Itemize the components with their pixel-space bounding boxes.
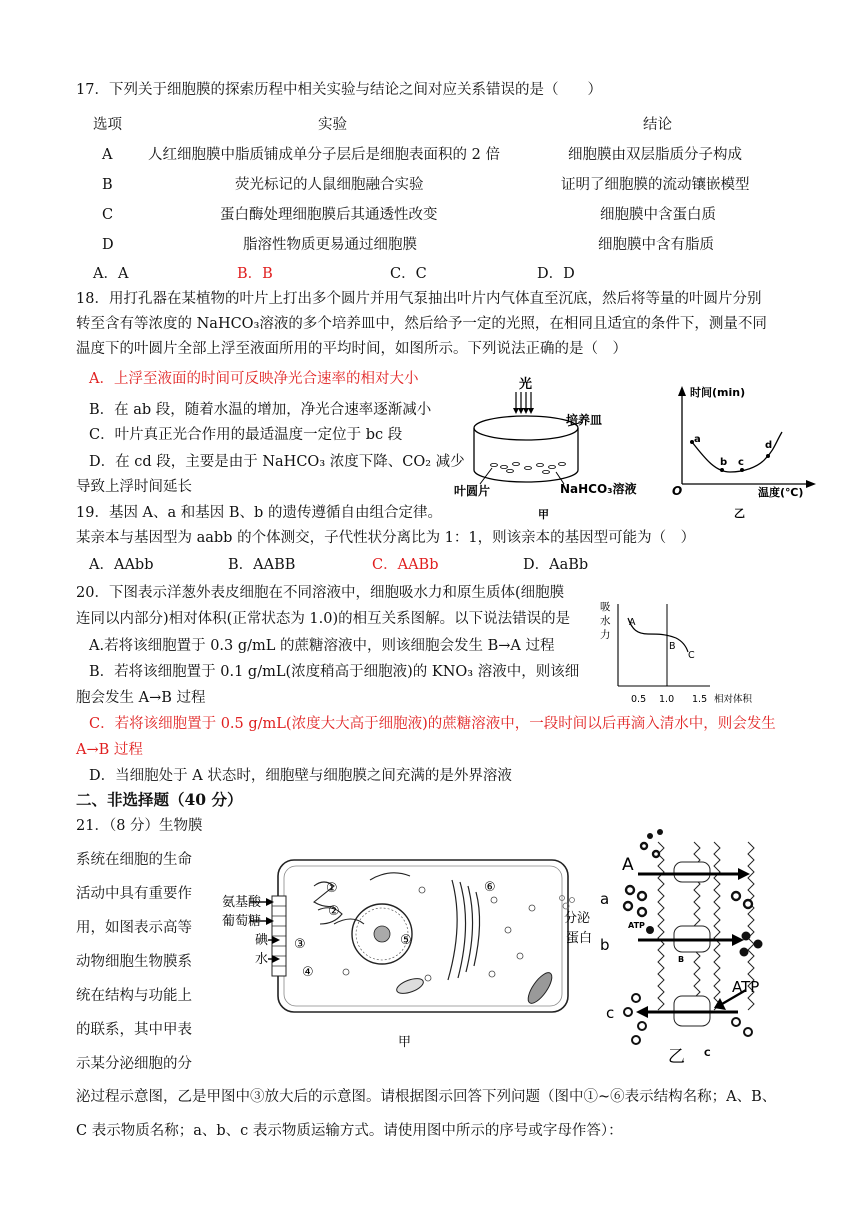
q18-option-d-cont: 导致上浮时间延长 [76, 479, 192, 495]
q17-row-conclusion: 细胞膜中含有脂质 [598, 237, 714, 253]
substance-a-label: A [622, 855, 634, 875]
q21-figure-yi [598, 826, 782, 1066]
point-c-label: C [688, 650, 695, 661]
q17-row-experiment: 荧光标记的人鼠细胞融合实验 [235, 177, 424, 193]
figure-caption-jia: 甲 [538, 508, 549, 521]
q18-stem-line2: 转至含有等浓度的 NaHCO₃溶液的多个培养皿中，然后给予一定的光照，在相同且适宜的条件下，测量不同 [76, 316, 767, 332]
absorption-curve [628, 618, 688, 652]
input-label-amino-acid: 氨基酸 [222, 895, 262, 910]
q19-stem-line2: 某亲本与基因型为 aabb 的个体测交，子代性状分离比为 1：1，则该亲本的基因型可能为（ ） [76, 530, 696, 546]
substance-c-label: C [704, 1049, 711, 1059]
point-b-label: B [669, 641, 676, 652]
q19-choice-c: C．AABb [372, 557, 439, 573]
structure-label-1: ① [326, 881, 338, 896]
transport-c-label: c [606, 1004, 615, 1022]
q21-text-line: 统在结构与功能上 [76, 988, 192, 1004]
leaf-discs [491, 462, 566, 473]
q17-row-experiment: 蛋白酶处理细胞膜后其通透性改变 [220, 207, 438, 223]
point-b [720, 468, 724, 472]
q20-graph [596, 596, 766, 708]
q18-stem-line1: 18．用打孔器在某植物的叶片上打出多个圆片并用气泵抽出叶片内气体直至沉底，然后将等量的叶圆片分别 [76, 291, 762, 307]
point-a-label: A [629, 617, 636, 628]
q18-option-c: C．叶片真正光合作用的最适温度一定位于 bc 段 [89, 427, 403, 443]
q21-text-line: 用，如图表示高等 [76, 920, 192, 936]
point-c [740, 468, 744, 472]
q21-text-line: 动物细胞生物膜系 [76, 954, 192, 970]
q17-row-conclusion: 细胞膜中含蛋白质 [600, 207, 716, 223]
vesicles [343, 887, 535, 981]
q18-option-b: B．在 ab 段，随着水温的增加，净光合速率逐渐减小 [89, 402, 432, 418]
light-label: 光 [519, 377, 533, 392]
q17-choice-a: A．A [93, 266, 129, 282]
q21-text-line: 泌过程示意图，乙是甲图中③放大后的示意图。请根据图示回答下列问题（图中①~⑥表示结构名称；A、B、 [76, 1089, 777, 1105]
q17-row-conclusion: 证明了细胞膜的流动镶嵌模型 [561, 177, 750, 193]
q21-text-line: 的联系，其中甲表 [76, 1022, 192, 1038]
q18-option-d: D．在 cd 段，主要是由于 NaHCO₃ 浓度下降、CO₂ 减少 [89, 454, 465, 470]
q20-option-d: D．当细胞处于 A 状态时，细胞壁与细胞膜之间充满的是外界溶液 [89, 768, 512, 784]
y-axis-label-3: 力 [600, 629, 611, 641]
q20-stem-line2: 连同以内部分)相对体积(正常状态为 1.0)的相互关系图解。以下说法错误的是 [76, 611, 571, 627]
y-axis-label-1: 吸 [600, 601, 611, 613]
tick-label: 1.5 [692, 694, 708, 705]
q20-option-c-cont: A→B 过程 [76, 742, 143, 758]
q21-figure-jia [222, 838, 606, 1060]
q20-option-a: A.若将该细胞置于 0.3 g/mL 的蔗糖溶液中，则该细胞会发生 B→A 过程 [89, 638, 555, 654]
q17-choice-b: B．B [237, 266, 273, 282]
structure-label-4: ④ [302, 965, 314, 980]
q17-row-experiment: 脂溶性物质更易通过细胞膜 [243, 237, 417, 253]
structure-label-6: ⑥ [484, 880, 496, 895]
secreted-protein-label: 分泌 [564, 911, 591, 926]
q17-row-key: D [102, 237, 114, 253]
tick-label: 1.0 [659, 694, 675, 705]
golgi-apparatus [448, 880, 480, 980]
q21-text-line: 示某分泌细胞的分 [76, 1056, 192, 1072]
q17-row-conclusion: 细胞膜由双层脂质分子构成 [568, 147, 742, 163]
dish-label: 培养皿 [566, 413, 603, 427]
point-a-label: a [694, 434, 701, 445]
figure-caption-yi: 乙 [734, 507, 745, 520]
substance-b-label: B [678, 955, 685, 964]
section-heading: 二、非选择题（40 分） [76, 790, 243, 809]
input-label-iodine: 碘 [255, 933, 269, 948]
q17-header-experiment: 实验 [318, 117, 347, 133]
q17-header-option: 选项 [93, 117, 122, 133]
x-axis-label: 温度(℃) [758, 486, 804, 499]
q17-row-key: A [102, 147, 113, 163]
q18-figure-yi [670, 380, 820, 520]
q17-choice-c: C．C [390, 266, 427, 282]
time-curve [692, 432, 782, 472]
light-arrows [516, 392, 531, 408]
transport-a-label: a [600, 890, 610, 908]
q20-option-b: B．若将该细胞置于 0.1 g/mL(浓度稍高于细胞液)的 KNO₃ 溶液中，则该细 [89, 664, 580, 680]
mitochondrion [395, 976, 425, 997]
y-axis-label-2: 水 [600, 615, 611, 627]
q17-row-key: C [102, 207, 114, 223]
q20-option-b-cont: 胞会发生 A→B 过程 [76, 690, 206, 706]
nucleolus [374, 926, 390, 942]
q20-stem-line1: 20．下图表示洋葱外表皮细胞在不同溶液中，细胞吸水力和原生质体(细胞膜 [76, 585, 565, 601]
point-c-label: c [738, 457, 744, 468]
solution-label: NaHCO₃溶液 [560, 482, 637, 496]
x-axis-label: 相对体积 [714, 694, 753, 705]
transport-b-label: b [600, 936, 610, 954]
q17-row-experiment: 人红细胞膜中脂质铺成单分子层后是细胞表面积的 2 倍 [148, 147, 500, 163]
q18-figure-jia [448, 372, 648, 522]
point-d [766, 454, 770, 458]
tick-label: 0.5 [631, 694, 647, 705]
q20-option-c: C．若将该细胞置于 0.5 g/mL(浓度大大高于细胞液)的蔗糖溶液中，一段时间以后再滴入清水中，则会发生 [89, 716, 776, 732]
q21-text-line: C 表示物质名称；a、b、c 表示物质运输方式。请使用图中所示的序号或字母作答）： [76, 1123, 623, 1139]
q17-stem: 17．下列关于细胞膜的探索历程中相关实验与结论之间对应关系错误的是（ ） [76, 82, 602, 98]
input-label-glucose: 葡萄糖 [222, 914, 262, 929]
atp-label: ATP [732, 978, 760, 996]
structure-label-3: ③ [294, 937, 306, 952]
dish-rim [474, 416, 578, 440]
point-b-label: b [720, 457, 728, 468]
q18-option-a: A．上浮至液面的时间可反映净光合速率的相对大小 [89, 371, 419, 387]
y-axis-label: 时间(min) [690, 386, 746, 399]
structure-label-5: ⑤ [400, 933, 412, 948]
q21-text-line: 活动中具有重要作 [76, 886, 192, 902]
figure-caption-jia: 甲 [398, 1035, 412, 1050]
input-label-water: 水 [255, 952, 269, 967]
mitochondrion [524, 969, 556, 1007]
q17-row-key: B [102, 177, 113, 193]
atp-small-label: ATP [628, 921, 645, 930]
point-d-label: d [765, 440, 773, 451]
disc-label: 叶圆片 [454, 484, 491, 498]
q18-stem-line3: 温度下的叶圆片全部上浮至液面所用的平均时间，如图所示。下列说法正确的是（ ） [76, 341, 627, 357]
q19-choice-d: D．AaBb [523, 557, 589, 573]
figure-caption-yi: 乙 [668, 1047, 685, 1066]
structure-label-2: ② [328, 904, 340, 919]
channel-protein [674, 862, 710, 882]
secreted-protein-label: 蛋白 [566, 931, 593, 946]
q17-choice-d: D．D [537, 266, 575, 282]
origin-label: O [672, 484, 683, 498]
q17-header-conclusion: 结论 [643, 117, 672, 133]
q19-choice-a: A．AAbb [89, 557, 154, 573]
q19-stem-line1: 19．基因 A、a 和基因 B、b 的遗传遵循自由组合定律。 [76, 505, 442, 521]
q21-text-line: 系统在细胞的生命 [76, 852, 192, 868]
q21-text-line: 21．（8 分）生物膜 [76, 818, 203, 834]
q19-choice-b: B．AABB [228, 557, 296, 573]
